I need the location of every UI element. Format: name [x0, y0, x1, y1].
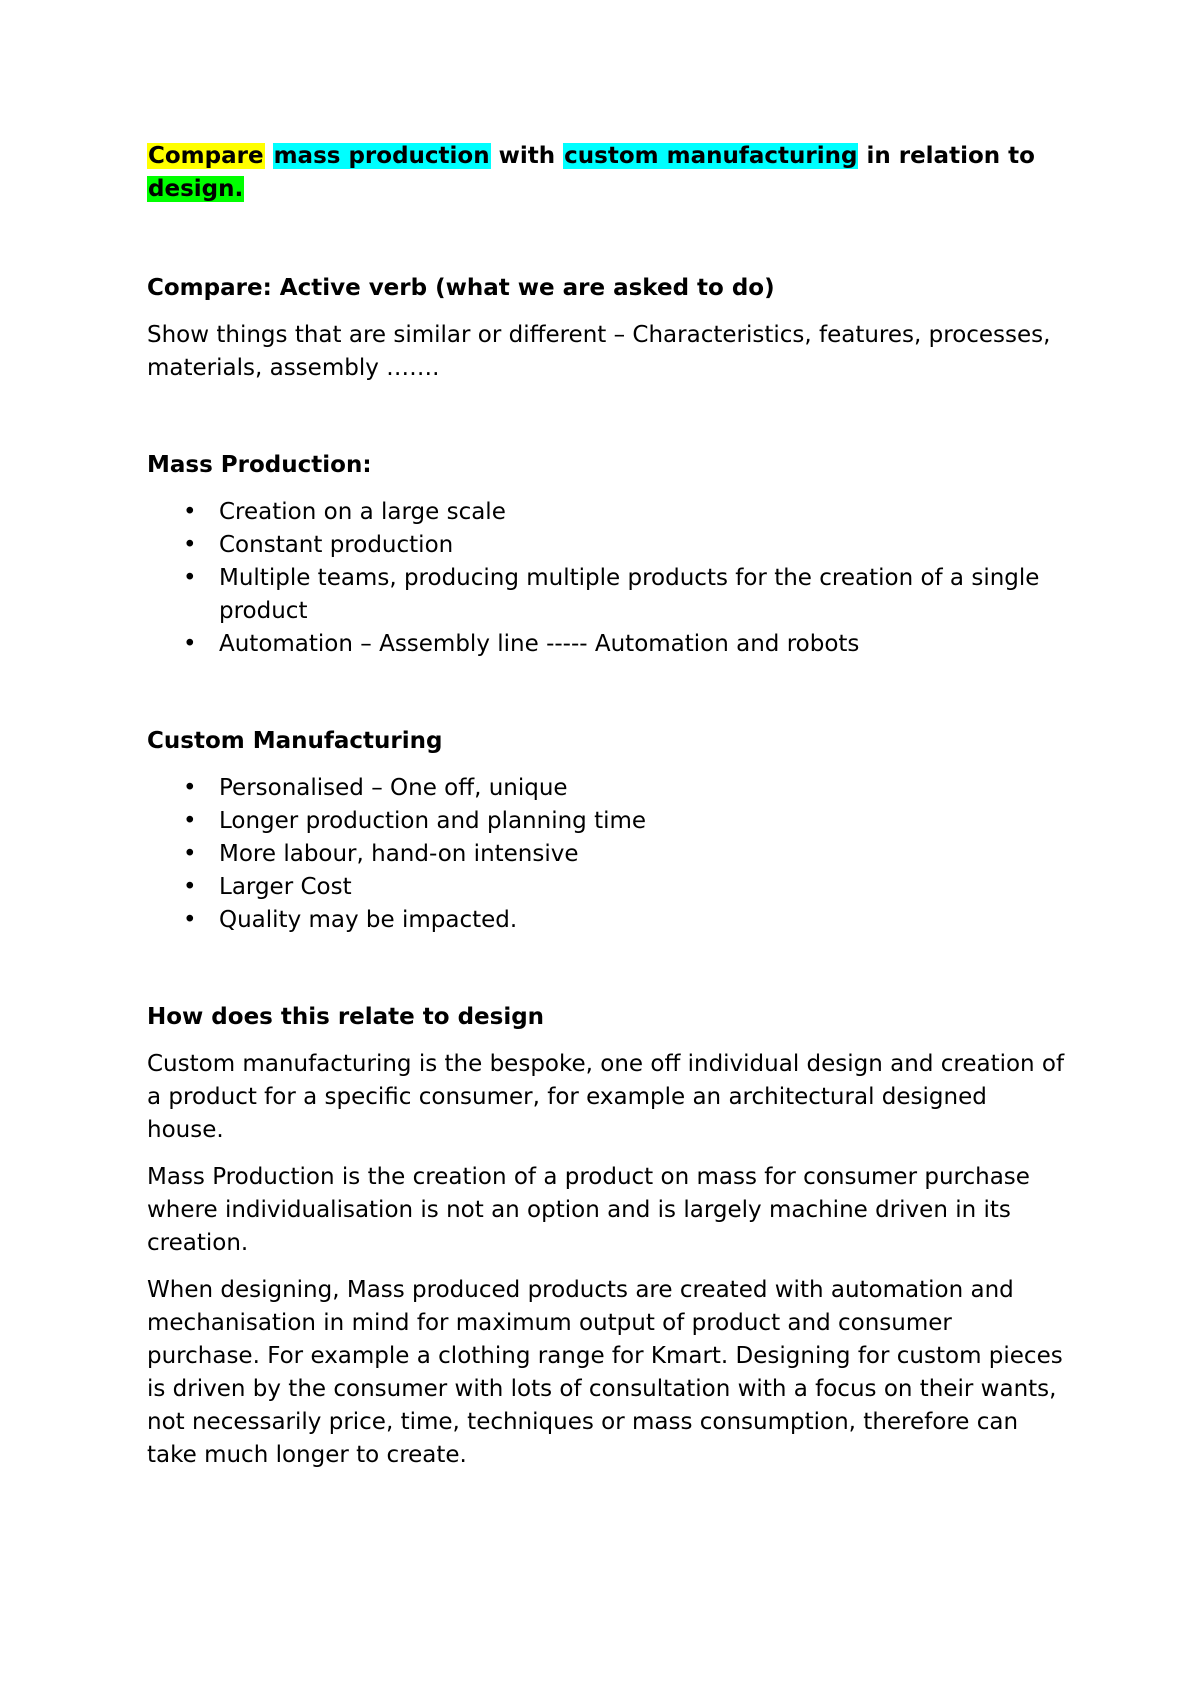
design-paragraph-custom: Custom manufacturing is the bespoke, one off individual design and creation of a product for a specific consumer, for example an architectural designed house. — [147, 1051, 1065, 1143]
mass-production-list — [147, 496, 1067, 661]
list-item-text: Automation – Assembly line ----- Automation and robots — [219, 631, 860, 657]
list-item — [147, 805, 1067, 838]
custom-manufacturing-heading: Custom Manufacturing — [147, 728, 443, 754]
list-item — [147, 838, 1067, 871]
list-item-text: Larger Cost — [219, 874, 352, 900]
list-item-text: Personalised – One off, unique — [219, 775, 568, 801]
compare-heading: Compare: Active verb (what we are asked to do) — [147, 275, 775, 301]
list-item — [147, 562, 1067, 628]
bullet-icon: • — [183, 907, 197, 933]
list-item — [147, 871, 1067, 904]
bullet-icon: • — [183, 631, 197, 657]
design-paragraph-designing: When designing, Mass produced products are created with automation and mechanisation in mind for maximum output of product and consumer purchase. For example a clothing range for Kmart. Designing for custom pieces is driven by the consumer with lots of consultation with a focus on their wants, not necessarily price, time, techniques or mass consumption, therefore can take much longer to create. — [147, 1277, 1063, 1468]
document-page — [147, 140, 1067, 1472]
mass-production-heading: Mass Production: — [147, 452, 372, 478]
question-title — [147, 140, 1067, 206]
bullet-icon: • — [183, 532, 197, 558]
bullet-icon: • — [183, 499, 197, 525]
list-item — [147, 628, 1067, 661]
bullet-icon: • — [183, 841, 197, 867]
bullet-icon: • — [183, 775, 197, 801]
design-heading: How does this relate to design — [147, 1004, 545, 1030]
bullet-icon: • — [183, 874, 197, 900]
list-item — [147, 772, 1067, 805]
design-paragraph-mass: Mass Production is the creation of a product on mass for consumer purchase where individualisation is not an option and is largely machine driven in its creation. — [147, 1164, 1030, 1256]
title-with: with — [498, 143, 556, 169]
list-item — [147, 529, 1067, 562]
list-item-text: Multiple teams, producing multiple products for the creation of a single product — [219, 565, 1040, 624]
compare-text: Show things that are similar or different – Characteristics, features, processes, materials, assembly ……. — [147, 322, 1051, 381]
list-item — [147, 496, 1067, 529]
bullet-icon: • — [183, 808, 197, 834]
list-item-text: Creation on a large scale — [219, 499, 506, 525]
title-in-relation-to: in relation to — [866, 143, 1035, 169]
title-compare: Compare — [148, 143, 264, 169]
custom-manufacturing-list — [147, 772, 1067, 937]
list-item-text: Constant production — [219, 532, 454, 558]
title-custom-manufacturing: custom manufacturing — [564, 143, 858, 169]
list-item — [147, 904, 1067, 937]
bullet-icon: • — [183, 565, 197, 591]
list-item-text: Longer production and planning time — [219, 808, 647, 834]
list-item-text: More labour, hand-on intensive — [219, 841, 579, 867]
title-design: design. — [148, 176, 244, 202]
list-item-text: Quality may be impacted. — [219, 907, 518, 933]
title-mass-production: mass production — [273, 143, 490, 169]
